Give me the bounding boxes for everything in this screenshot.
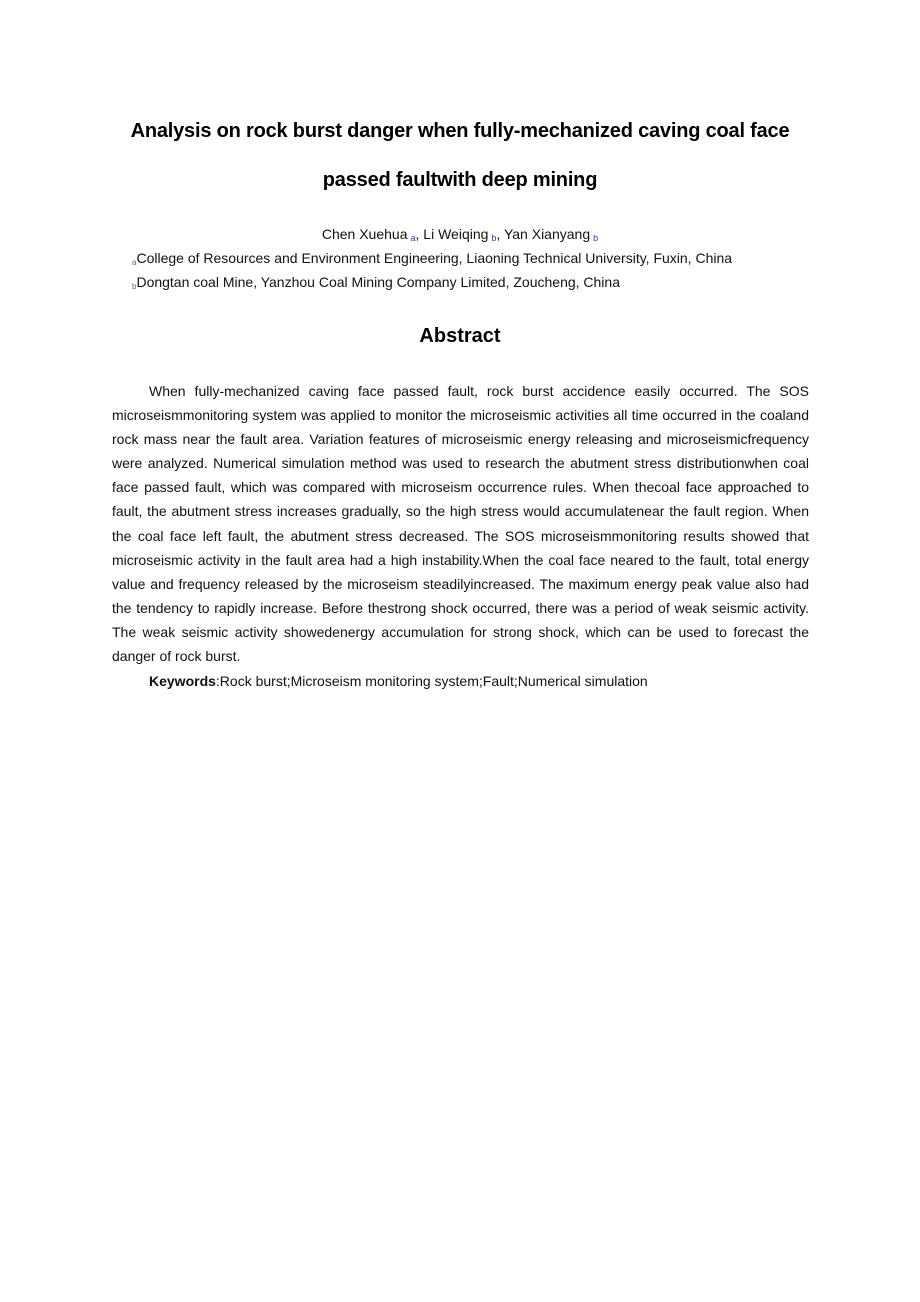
affiliation-b bbox=[132, 272, 620, 297]
author-name: Chen Xuehua bbox=[321, 226, 408, 242]
keywords-text: :Rock burst;Microseism monitoring system;Fault;Numerical simulation bbox=[215, 673, 648, 689]
keywords-label: Keywords bbox=[149, 673, 216, 689]
author-name: Li Weiqing bbox=[423, 226, 489, 242]
author-list bbox=[60, 224, 860, 248]
author-affiliation-mark: b bbox=[593, 233, 599, 243]
abstract-heading: Abstract bbox=[419, 325, 501, 347]
author-separator: , bbox=[415, 226, 424, 242]
affiliation-a bbox=[132, 248, 732, 273]
keywords-line bbox=[149, 669, 648, 693]
affiliation-mark: b bbox=[132, 282, 137, 291]
author-name: Yan Xianyang bbox=[503, 226, 591, 242]
affiliation-mark: a bbox=[132, 258, 137, 267]
abstract-body: When fully-mechanized caving face passed fault, rock burst accidence easily occurred. The SOS microseismmonitoring system was applied to monitor the microseismic activities all time occurred in the coaland rock mass near the fault area. Variation features of microseismic energy releasing and microseismicfrequency were analyzed. Numerical simulation method was used to research the abutment stress distributionwhen coal face passed fault, which was compared with microseism occurrence rules. When thecoal face approached to fault, the abutment stress increases gradually, so the high stress would accumulatenear the fault region. When the coal face left fault, the abutment stress decreased. The SOS microseismmonitoring results showed that microseismic activity in the fault area had a high instability.When the coal face neared to the fault, total energy value and frequency released by the microseism steadilyincreased. The maximum energy peak value also had the tendency to rapidly increase. Before thestrong shock occurred, there was a period of weak seismic activity. The weak seismic activity showedenergy accumulation for strong shock, which can be used to forecast the danger of rock burst. bbox=[112, 383, 809, 665]
paper-title-line-1: Analysis on rock burst danger when fully-mechanized caving coal face bbox=[130, 120, 790, 142]
affiliation-text: College of Resources and Environment Engineering, Liaoning Technical University, Fuxin, China bbox=[136, 250, 733, 266]
author-affiliation-mark: a bbox=[410, 233, 416, 243]
affiliation-text: Dongtan coal Mine, Yanzhou Coal Mining Company Limited, Zoucheng, China bbox=[136, 274, 620, 290]
paper-title-line-2: passed faultwith deep mining bbox=[322, 169, 598, 191]
author-separator: , bbox=[496, 226, 504, 242]
author-affiliation-mark: b bbox=[491, 233, 497, 243]
